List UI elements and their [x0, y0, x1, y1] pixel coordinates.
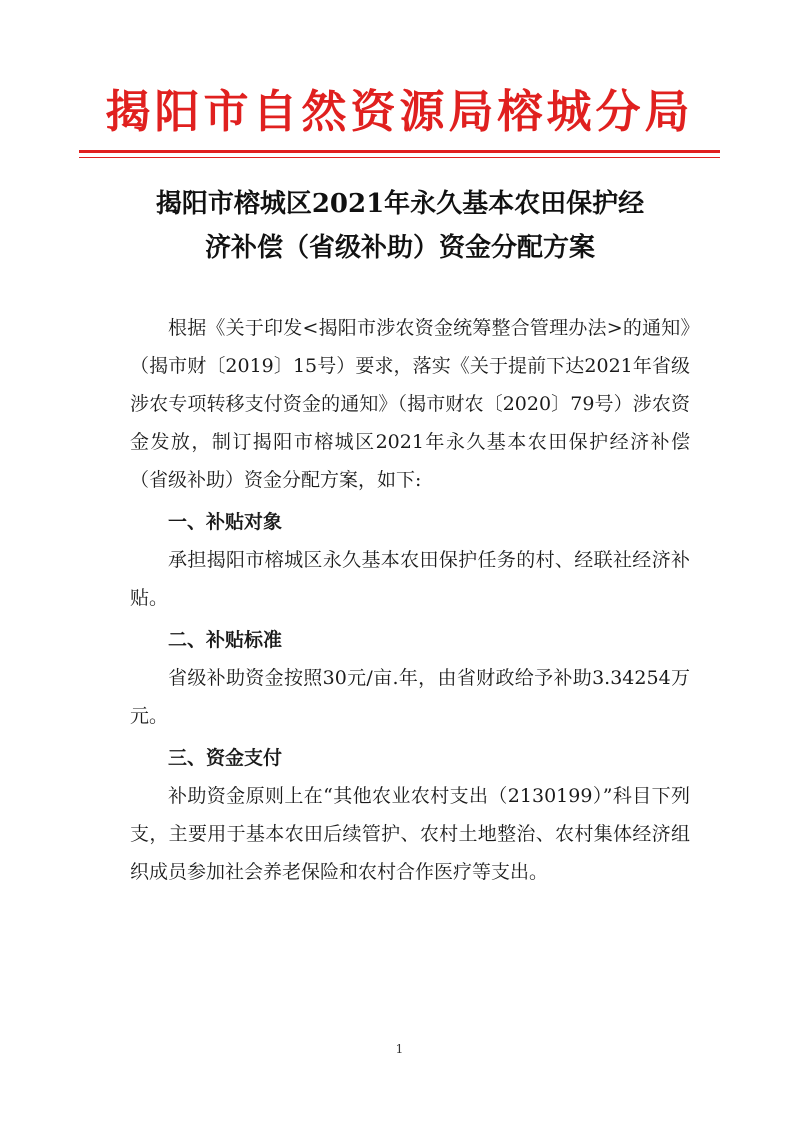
document-body — [130, 309, 690, 891]
letterhead-org-name: 揭阳市自然资源局榕城分局 — [105, 85, 694, 138]
title-line-2: 济补偿（省级补助）资金分配方案 — [204, 233, 595, 263]
letterhead-rule-thick — [79, 150, 720, 153]
document-title — [110, 182, 690, 270]
section-heading-subsidy-standard: 二、补贴标准 — [168, 629, 283, 651]
section-heading-fund-payment: 三、资金支付 — [168, 747, 283, 769]
letterhead-rule-thin — [79, 157, 720, 158]
section-heading-subsidy-target: 一、补贴对象 — [168, 511, 283, 533]
page-number: 1 — [395, 1042, 404, 1056]
section-text-subsidy-standard: 省级补助资金按照30元/亩.年，由省财政给予补助3.34254万元。 — [130, 667, 690, 727]
title-line-1: 揭阳市榕城区2021年永久基本农田保护经 — [155, 189, 645, 219]
section-text-subsidy-target: 承担揭阳市榕城区永久基本农田保护任务的村、经联社经济补贴。 — [130, 549, 690, 609]
section-text-fund-payment: 补助资金原则上在“其他农业农村支出（2130199）”科目下列支，主要用于基本农田后续管护、农村土地整治、农村集体经济组织成员参加社会养老保险和农村合作医疗等支出。 — [130, 785, 690, 883]
intro-paragraph: 根据《关于印发<揭阳市涉农资金统筹整合管理办法>的通知》（揭市财〔2019〕15号）要求，落实《关于提前下达2021年省级涉农专项转移支付资金的通知》（揭市财农〔2020〕79号）涉农资金发放，制订揭阳市榕城区2021年永久基本农田保护经济补偿（省级补助）资金分配方案，如下: — [130, 317, 690, 491]
